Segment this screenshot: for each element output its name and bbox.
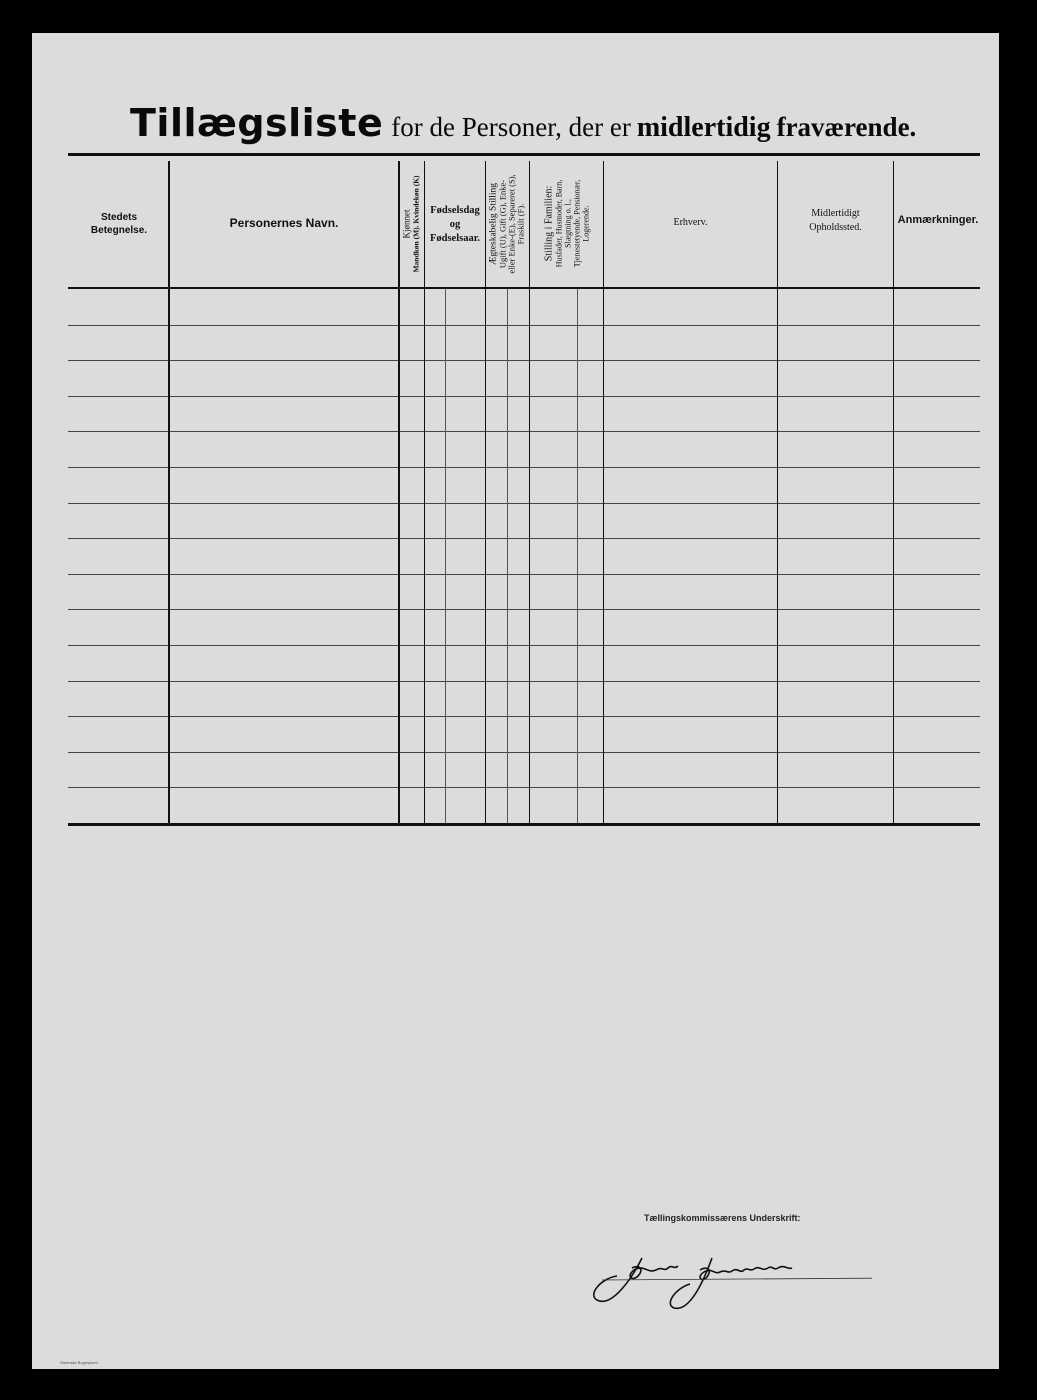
col-divider-3 — [424, 161, 425, 824]
table-row-line — [68, 609, 980, 610]
header-ophold-line2: Opholdssted. — [809, 222, 862, 233]
header-fodsel-line2: og — [449, 219, 461, 230]
table-row-line — [68, 787, 980, 788]
col-subdivider-3 — [577, 289, 578, 823]
header-fodsel — [425, 204, 485, 246]
title-main: Tillægsliste — [130, 101, 384, 145]
header-erhverv: Erhverv. — [673, 217, 708, 228]
header-fodsel-line1: Fødselsdag — [430, 205, 480, 216]
header-aegte-line1: Ægteskabelig Stilling — [488, 182, 499, 265]
title-part3: fraværende. — [776, 112, 917, 142]
table-row-line — [68, 681, 980, 682]
table-row-line — [68, 716, 980, 717]
table-row-line — [68, 645, 980, 646]
header-stedets-line2: Betegnelse. — [90, 225, 148, 236]
table-row-line — [68, 574, 980, 575]
header-aegte-line3: eller Enke-(E), Separeret (S), — [506, 173, 517, 274]
table-row-line — [68, 431, 980, 432]
table-row-line — [68, 503, 980, 504]
header-aegteskab — [486, 161, 529, 286]
table-row-line — [68, 467, 980, 468]
table-row-line — [68, 360, 980, 361]
header-kjon-line1: Kjønnet — [401, 209, 412, 239]
col-divider-6 — [603, 161, 604, 824]
header-stedets — [70, 211, 168, 237]
header-familie-line2: Husfader, Husmoder, Barn, — [554, 179, 563, 268]
table-row-line — [68, 325, 980, 326]
title-part1: for de Personer, der er — [391, 112, 631, 142]
header-anmaerkninger: Anmærkninger. — [897, 214, 979, 226]
table-top-rule — [68, 153, 980, 156]
table-row-line — [68, 752, 980, 753]
header-fodsel-line3: Fødselsaar. — [429, 233, 481, 244]
table-row-line — [68, 396, 980, 397]
header-kjon — [399, 161, 424, 286]
header-familie-line3: Slægtning o. l., — [563, 199, 572, 248]
table-row-line — [68, 538, 980, 539]
form-title — [130, 101, 916, 145]
col-subdivider-2 — [507, 289, 508, 823]
signature-handwriting — [572, 1238, 872, 1318]
table-bottom-rule — [68, 823, 980, 826]
header-opholdssted — [778, 207, 893, 235]
col-divider-1 — [168, 161, 170, 824]
header-familie-line5: Logerende. — [581, 205, 590, 242]
signature-label: Tællingskommissærens Underskrift: — [644, 1213, 801, 1223]
header-aegte-line4: Fraskilt (F). — [515, 203, 526, 244]
header-bottom-rule — [68, 287, 980, 289]
header-familie-line4: Tjenestetyende, Pensionær, — [572, 179, 581, 268]
header-aegte-line2: Ugift (U), Gift (G), Enke- — [497, 179, 508, 268]
title-part2: midlertidig — [636, 112, 771, 143]
col-divider-7 — [777, 161, 778, 824]
printer-imprint: Steenske Bogtrykkeri — [60, 1360, 98, 1365]
header-ophold-line1: Midlertidigt — [811, 208, 860, 219]
col-divider-8 — [893, 161, 894, 824]
header-familie — [530, 161, 603, 286]
header-kjon-line2: Mandkøn (M). Kvindekøn (K) — [411, 174, 421, 273]
header-stedets-line1: Stedets — [100, 212, 138, 223]
header-familie-line1: Stilling i Familien: — [543, 185, 554, 262]
col-subdivider-1 — [445, 289, 446, 823]
census-form-sheet — [32, 33, 999, 1369]
header-navn: Personernes Navn. — [229, 216, 339, 230]
